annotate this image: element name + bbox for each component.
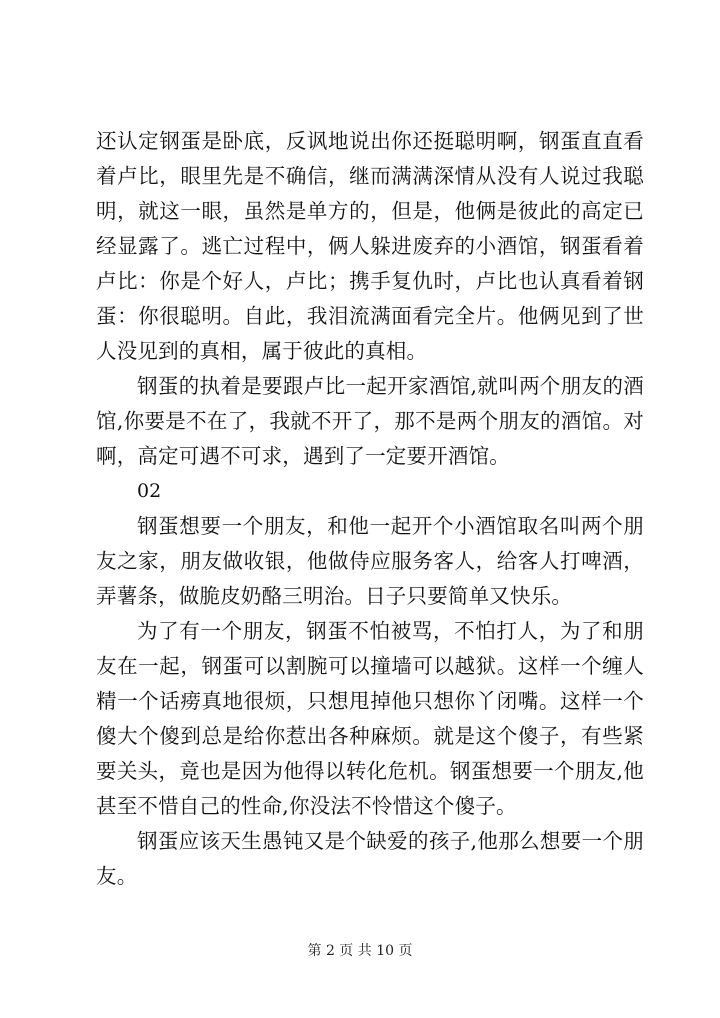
paragraph-tavern: 钢蛋的执着是要跟卢比一起开家酒馆,就叫两个朋友的酒馆,你要是不在了，我就不开了，那不是两个朋友的酒馆。对啊，高定可遇不可求，遇到了一定要开酒馆。	[96, 374, 644, 468]
paragraph-closing: 钢蛋应该天生愚钝又是个缺爱的孩子,他那么想要一个朋友。	[96, 829, 644, 888]
paragraph-friend-wish: 钢蛋想要一个朋友，和他一起开个小酒馆取名叫两个朋友之家，朋友做收银，他做侍应服务客人，给客人打啤酒，弄薯条，做脆皮奶酪三明治。日子只要简单又快乐。	[96, 514, 644, 608]
paragraph-continuation: 还认定钢蛋是卧底，反讽地说出你还挺聪明啊，钢蛋直直看着卢比，眼里先是不确信，继而满满深情从没有人说过我聪明，就这一眼，虽然是单方的，但是，他俩是彼此的高定已经显露了。逃亡过程中，俩人躲进废弃的小酒馆，钢蛋看着卢比：你是个好人，卢比；携手复仇时，卢比也认真看着钢蛋：你很聪明。自此，我泪流满面看完全片。他俩见到了世人没见到的真相，属于彼此的真相。	[96, 129, 644, 363]
paragraph-for-friend: 为了有一个朋友，钢蛋不怕被骂，不怕打人，为了和朋友在一起，钢蛋可以割腕可以撞墙可以越狱。这样一个缠人精一个话痨真地很烦，只想甩掉他只想你丫闭嘴。这样一个傻大个傻到总是给你惹出各种麻烦。就是这个傻子，有些紧要关头，竟也是因为他得以转化危机。钢蛋想要一个朋友,他甚至不惜自己的性命,你没法不怜惜这个傻子。	[96, 619, 644, 818]
section-number: 02	[137, 480, 162, 502]
document-body	[96, 124, 644, 894]
page-footer: 第 2 页 共 10 页	[307, 943, 413, 959]
